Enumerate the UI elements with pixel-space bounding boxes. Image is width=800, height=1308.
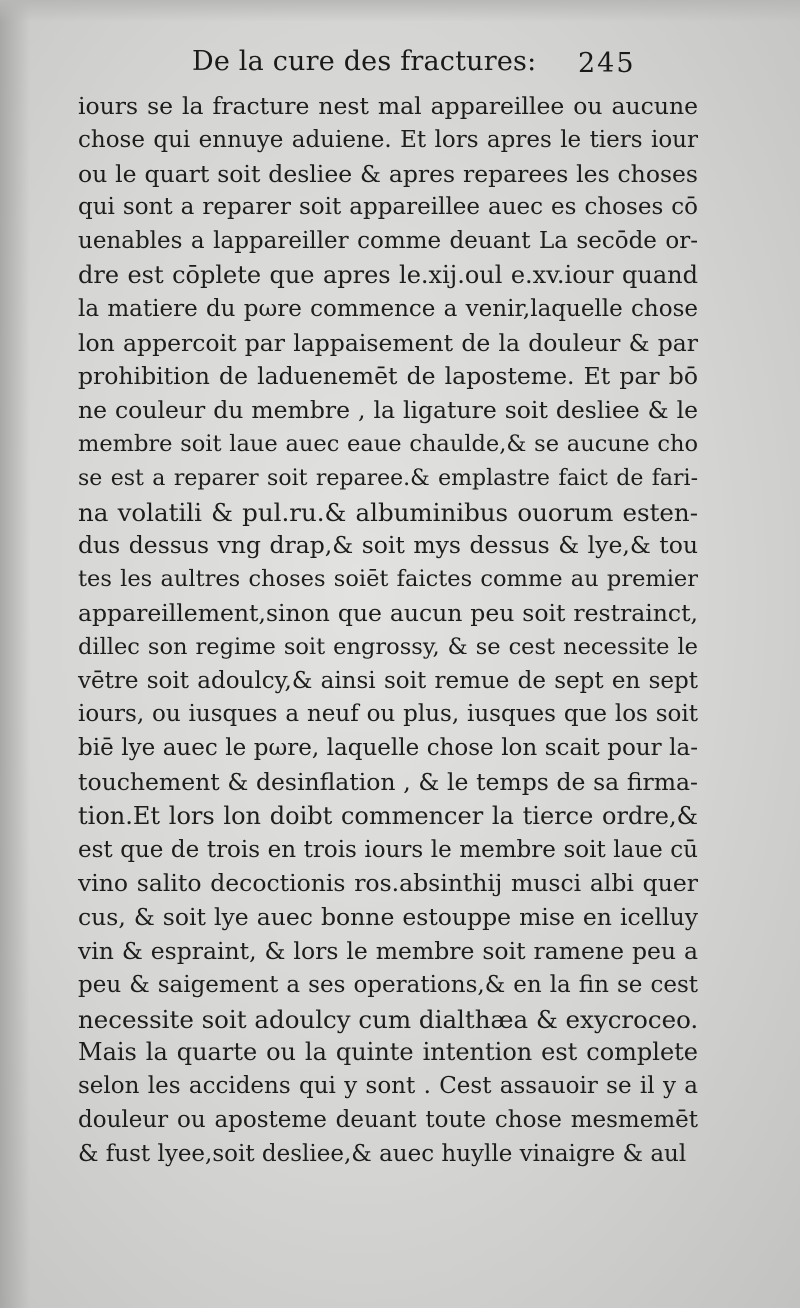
text-line: vino salito decoctionis ros.absinthij musci albi quer xyxy=(78,869,698,898)
text-line: iours, ou iusques a neuf ou plus, iusques que los soit xyxy=(78,701,698,728)
text-line: tes les aultres choses soiēt faictes comme au premier xyxy=(78,566,698,593)
text-line: Mais la quarte ou la quinte intention est complete xyxy=(78,1038,698,1067)
text-line: est que de trois en trois iours le membre soit laue cū xyxy=(78,836,698,863)
gutter-shadow xyxy=(0,0,30,1308)
text-line: chose qui ennuye aduiene. Et lors apres le tiers iour xyxy=(78,126,698,153)
text-line: iours se la fracture nest mal appareillee ou aucune xyxy=(78,92,698,120)
text-line: lon appercoit par lappaisement de la douleur & par xyxy=(78,328,698,357)
text-line: douleur ou aposteme deuant toute chose mesmemēt xyxy=(78,1106,698,1133)
text-line: necessite soit adoulcy cum dialthæa & exycroceo. xyxy=(78,1004,699,1034)
text-line: na volatili & pul.ru.& albuminibus ouorum esten- xyxy=(78,497,698,527)
text-line: touchement & desinflation , & le temps de sa firma- xyxy=(78,767,698,796)
text-line: membre soit laue auec eaue chaulde,& se aucune cho xyxy=(78,430,698,457)
page-header xyxy=(0,46,800,86)
text-line: appareillement,sinon que aucun peu soit restrainct, xyxy=(78,598,698,627)
text-line: peu & saigement a ses operations,& en la fin se cest xyxy=(78,971,698,998)
text-line: uenables a lappareiller comme deuant La secōde or- xyxy=(78,228,698,255)
text-line: qui sont a reparer soit appareillee auec es choses cō xyxy=(78,194,698,221)
text-line: dillec son regime soit engrossy, & se cest necessite le xyxy=(78,633,698,660)
text-line: dre est cōplete que apres le.xij.oul e.xv.iour quand xyxy=(78,260,698,289)
text-line: & fust lyee,soit desliee,& auec huylle vinaigre & aul xyxy=(78,1140,687,1167)
text-line: vin & espraint, & lors le membre soit ramene peu a xyxy=(78,936,698,965)
top-edge-shadow xyxy=(0,0,800,22)
text-line: tion.Et lors lon doibt commencer la tierce ordre,& xyxy=(78,801,698,830)
text-line: selon les accidens qui y sont . Cest assauoir se il y a xyxy=(78,1073,698,1100)
body-text xyxy=(78,90,698,1172)
text-line: ou le quart soit desliee & apres reparees les choses xyxy=(78,159,698,188)
running-title: De la cure des fractures: xyxy=(192,46,537,77)
text-line: la matiere du pωre commence a venir,laquelle chose xyxy=(78,295,698,322)
text-line: cus, & soit lye auec bonne estouppe mise en icelluy xyxy=(78,903,698,932)
text-line: biē lye auec le pωre, laquelle chose lon scait pour la- xyxy=(78,735,698,762)
page-number: 245 xyxy=(578,48,636,79)
text-line: prohibition de laduenemēt de laposteme. Et par bō xyxy=(78,362,698,391)
text-line: vētre soit adoulcy,& ainsi soit remue de sept en sept xyxy=(78,667,698,694)
text-line: se est a reparer soit reparee.& emplastre faict de fari- xyxy=(78,465,698,491)
text-line: dus dessus vng drap,& soit mys dessus & lye,& tou xyxy=(78,531,698,560)
text-line: ne couleur du membre , la ligature soit desliee & le xyxy=(78,396,698,425)
